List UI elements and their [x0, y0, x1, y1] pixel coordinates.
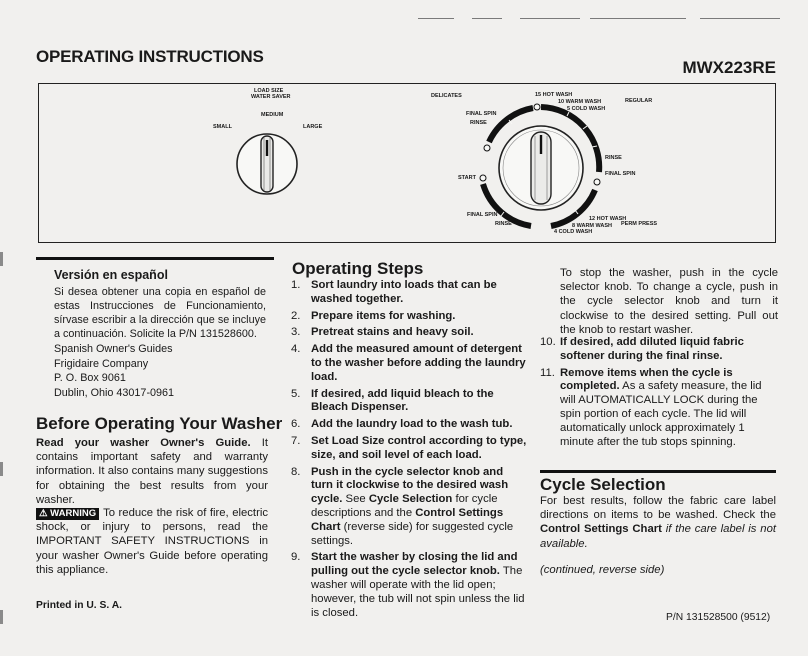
step-item: 3. Pretreat stains and heavy soil. — [291, 326, 474, 339]
load-size-knob[interactable] — [233, 130, 301, 198]
control-panel — [38, 83, 776, 243]
top-rule — [590, 18, 686, 19]
cycle-start: START — [458, 175, 476, 181]
spanish-title: Versión en español — [54, 268, 168, 282]
step-item: 7. Set Load Size control according to type, size, and soil level of each load. — [291, 434, 527, 461]
top-rule — [472, 18, 502, 19]
step-item: 2. Prepare items for washing. — [291, 309, 456, 322]
cycle-4-cold-wash: 4 COLD WASH — [554, 229, 593, 235]
cycle-8-warm-wash: 8 WARM WASH — [572, 223, 613, 229]
spanish-address — [54, 342, 174, 400]
top-rule — [700, 18, 780, 19]
load-size-medium: MEDIUM — [261, 112, 284, 118]
operating-steps-continued — [540, 336, 778, 452]
step-item: 1. Sort laundry into loads that can be washed together. — [291, 279, 497, 305]
warning-badge: ⚠ WARNING — [36, 508, 99, 520]
address-line: Dublin, Ohio 43017-0961 — [54, 386, 175, 399]
cycle-rinse-top: RINSE — [470, 120, 487, 126]
warning-icon: ⚠ — [39, 508, 48, 519]
spanish-box — [36, 257, 274, 408]
cycle-selector-knob[interactable] — [471, 99, 611, 230]
step-item: 9. Start the washer by closing the lid and pulling out the cycle selector knob. The washer will operate with the lid open; however, the tub will not spin unless the lid is closed. — [291, 551, 525, 619]
address-line: P. O. Box 9061 — [54, 372, 126, 384]
address-line: Frigidaire Company — [54, 357, 149, 370]
step-item: 6. Add the laundry load to the wash tub. — [291, 418, 513, 431]
top-rule — [418, 18, 454, 19]
operating-steps-title: Operating Steps — [292, 259, 424, 278]
top-rule — [520, 18, 580, 19]
before-title: Before Operating Your Washer — [36, 414, 283, 433]
load-size-title: LOAD SIZE — [254, 88, 284, 94]
step-item: 10. If desired, add diluted liquid fabric softener during the final rinse. — [540, 336, 744, 362]
step-item: 8. Push in the cycle selector knob and turn it clockwise to the desired wash cycle. See Cycle Selection for cycle descriptions and the Control Settings Chart (reverse side) for suggested cycle settings. — [291, 465, 514, 547]
step-item: 4. Add the measured amount of detergent to the washer before adding the laundry load. — [291, 343, 526, 383]
cycle-selection-text: For best results, follow the fabric care label directions on items to be washed. Check the Control Settings Chart if the care label is not available. — [540, 495, 776, 550]
operating-steps-list — [291, 279, 527, 623]
before-lead: Read your washer Owner's Guide. It contains important safety and warranty information. It also contains many suggestions for obtaining the best results from your washer. — [36, 437, 268, 506]
cycle-final-spin-top: FINAL SPIN — [466, 111, 497, 117]
margin-mark — [0, 462, 3, 476]
spanish-body: Si desea obtener una copia en español de estas Instrucciones de Funcionamiento, sírvase escribir a la dirección que se incluye a continuación. Solicite la P/N 131528600. — [54, 286, 266, 340]
load-size-subtitle: WATER SAVER — [251, 94, 291, 100]
address-line: Spanish Owner's Guides — [54, 343, 173, 355]
step-item: 11. Remove items when the cycle is completed. As a safety measure, the lid will AUTOMATICALLY LOCK during the spin portion of each cycle. The lid will automatically unlock approximately 1 minute after the tub stops spinning. — [540, 366, 762, 448]
load-size-large: LARGE — [303, 124, 323, 130]
margin-mark — [0, 252, 3, 266]
page-title: OPERATING INSTRUCTIONS — [36, 47, 264, 66]
section-rule — [540, 470, 776, 473]
load-size-small: SMALL — [213, 124, 232, 130]
cycle-12-hot-wash: 12 HOT WASH — [589, 216, 627, 222]
cycle-10-warm-wash: 10 WARM WASH — [558, 99, 602, 105]
cycle-regular: REGULAR — [625, 98, 653, 104]
cycle-rinse-right: RINSE — [605, 155, 622, 161]
model-number: MWX223RE — [682, 58, 776, 77]
cycle-final-spin-bottom: FINAL SPIN — [467, 212, 498, 218]
margin-mark — [0, 610, 3, 624]
cycle-perm-press: PERM PRESS — [621, 221, 658, 227]
cycle-selection-title: Cycle Selection — [540, 475, 666, 494]
cycle-5-cold-wash: 5 COLD WASH — [567, 106, 606, 112]
cycle-final-spin-right: FINAL SPIN — [605, 171, 636, 177]
stop-washer-text: To stop the washer, push in the cycle selector knob. To change a cycle, push in the cycle selector knob and turn it clockwise to the desired setting. Pull out the knob to restart washer. — [560, 267, 778, 336]
printed-in: Printed in U. S. A. — [36, 600, 123, 611]
continued-note: (continued, reverse side) — [540, 564, 665, 576]
cycle-15-hot-wash: 15 HOT WASH — [535, 92, 573, 98]
step-item: 5. If desired, add liquid bleach to the Bleach Dispenser. — [291, 387, 494, 414]
part-number: P/N 131528500 (9512) — [666, 612, 771, 623]
cycle-delicates: DELICATES — [431, 93, 462, 99]
warning-paragraph: ⚠ WARNING To reduce the risk of fire, electric shock, or injury to persons, read the IMPORTANT SAFETY INSTRUCTIONS in your washer Owner's Guide before operating this appliance. — [36, 507, 268, 576]
cycle-rinse-bottom: RINSE — [495, 221, 512, 227]
